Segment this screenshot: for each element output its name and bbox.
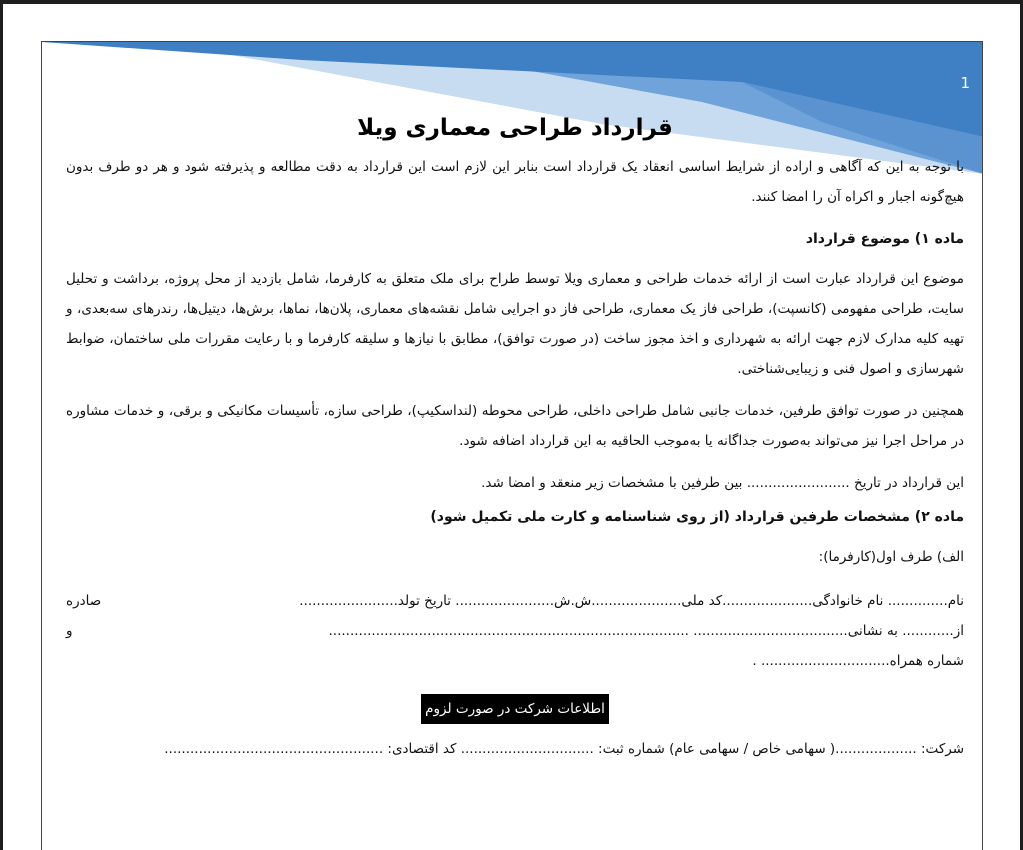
party1-and-label: و <box>66 623 73 639</box>
company-info-label: اطلاعات شرکت در صورت لزوم <box>421 694 609 724</box>
company-section-header <box>66 694 964 724</box>
article1-heading: ماده ۱) موضوع قرارداد <box>805 231 964 247</box>
party1-label: الف) طرف اول(کارفرما): <box>818 549 964 565</box>
party1-address-fields: از............ به نشانی.................................... .................................................................................... <box>328 623 964 639</box>
document-body <box>66 108 964 768</box>
party1-phone-line: شماره همراه.............................. . <box>752 653 964 669</box>
article1-paragraph-2: همچنین در صورت توافق طرفین، خدمات جانبی شامل طراحی داخلی، طراحی محوطه (لنداسکیپ)، طراحی سازه، تأسیسات مکانیکی و برقی، و خدمات مشاوره در مراحل اجرا نیز می‌تواند به‌صورت جداگانه یا به‌موجب الحاقیه به این قرارداد اضافه شود. <box>66 403 964 449</box>
party1-issued-label: صادره <box>66 593 102 609</box>
document-page <box>41 41 983 850</box>
spacer <box>66 576 964 586</box>
contract-date-line: این قرارداد در تاریخ ........................ بین طرفین با مشخصات زیر منعقد و امضا شد. <box>481 475 964 491</box>
article2-heading: ماده ۲) مشخصات طرفین قرارداد (از روی شناسنامه و کارت ملی تکمیل شود) <box>430 509 964 525</box>
window-frame-top <box>0 0 1023 4</box>
intro-paragraph: با توجه به این که آگاهی و اراده از شرایط اساسی انعقاد یک قرارداد است بنابر این لازم است این قرارداد به دقت مطالعه و پذیرفته شود و هر دو طرف بدون هیچ‌گونه اجبار و اکراه آن را امضا کنند. <box>66 159 964 205</box>
company-details-line: شرکت: ...................( سهامی خاص / سهامی عام) شماره ثبت: ............................... کد اقتصادی: ................................................... <box>164 741 964 757</box>
page-number: 1 <box>960 74 970 92</box>
party1-identity-line <box>66 586 964 616</box>
window-frame-left <box>0 0 3 850</box>
party1-identity-fields: نام.............. نام خانوادگی.....................کد ملی.....................ش.ش....................... تاریخ تولد....................... <box>299 593 964 609</box>
contract-title: قرارداد طراحی معماری ویلا <box>357 115 673 141</box>
article1-paragraph-1: موضوع این قرارداد عبارت است از ارائه خدمات طراحی و معماری ویلا توسط طراح برای ملک متعلق به کارفرما، شامل بازدید از محل پروژه، برداشت و تحلیل سایت، طراحی مفهومی (کانسپت)، طراحی فاز یک معماری، طراحی فاز دو اجرایی شامل نقشه‌های معماری، پلان‌ها، نماها، برش‌ها، دیتیل‌ها، رندرهای سه‌بعدی، و تهیه کلیه مدارک لازم جهت ارائه به شهرداری و اخذ مجوز ساخت (در صورت توافق)، مطابق با نیازها و سلیقه کارفرما و با رعایت مقررات ملی ساختمان، ضوابط شهرسازی و اصول فنی و زیبایی‌شناختی. <box>66 271 964 377</box>
party1-address-line <box>66 616 964 646</box>
